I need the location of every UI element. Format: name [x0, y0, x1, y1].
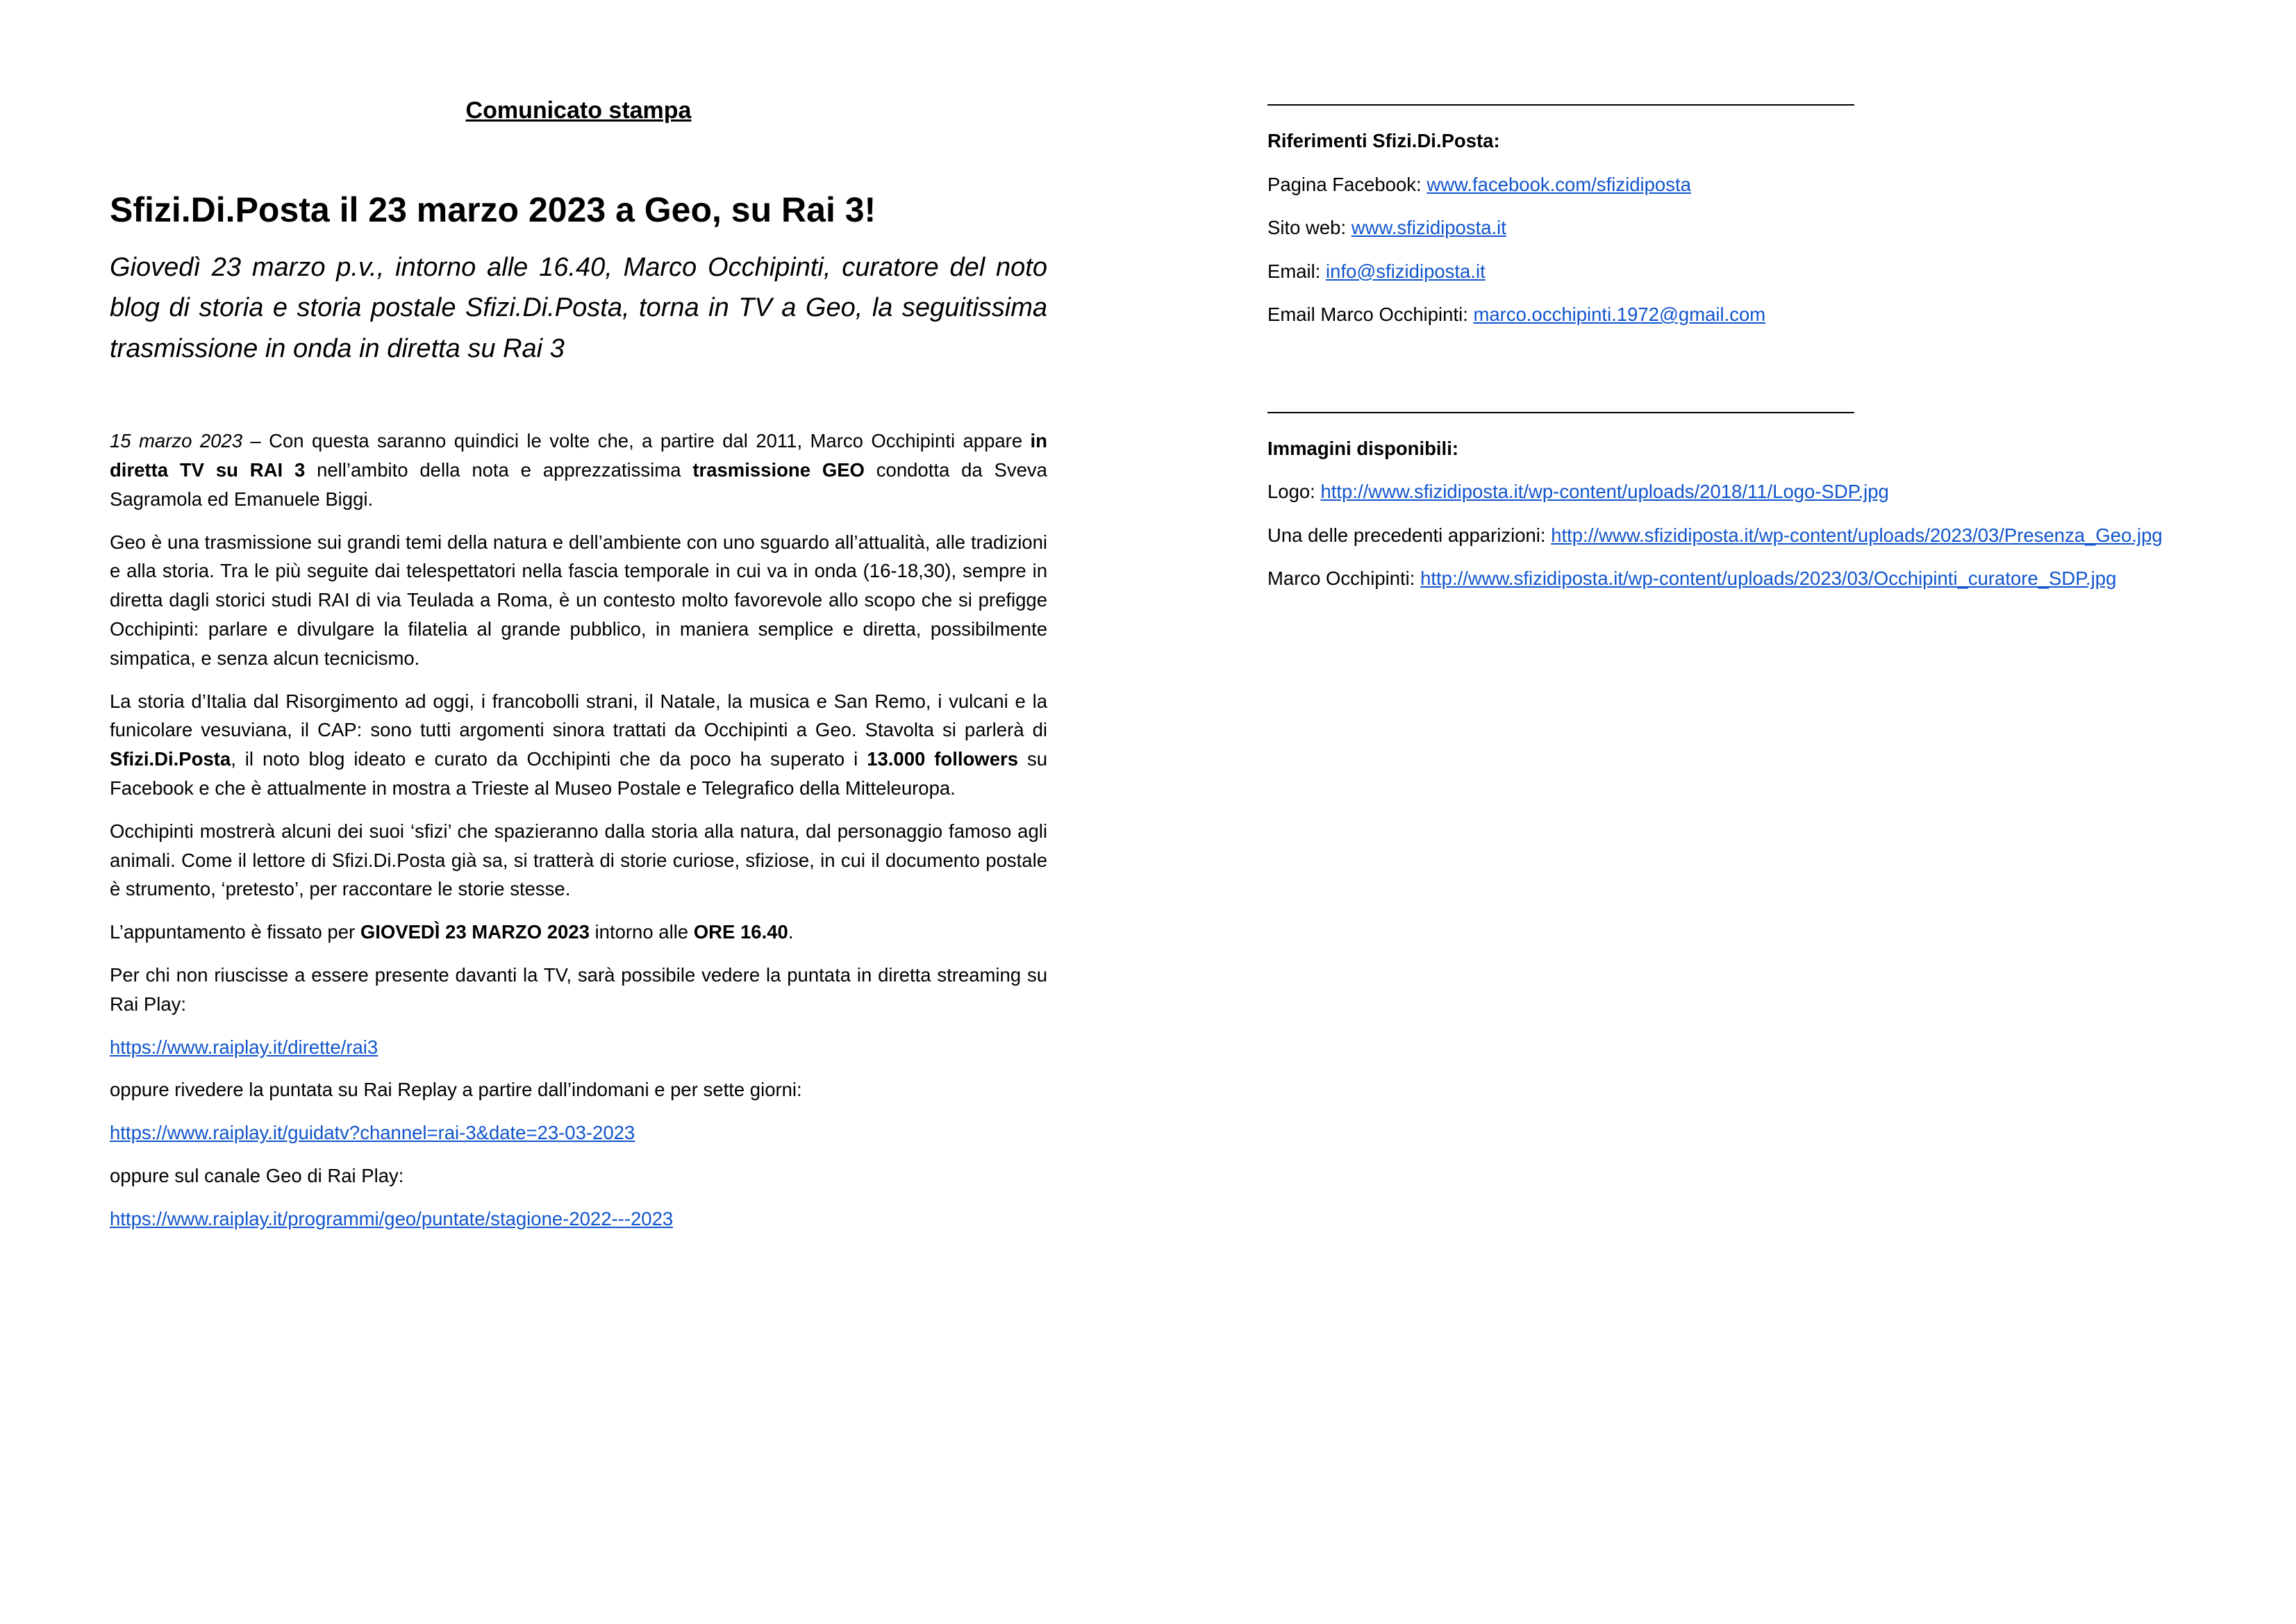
logo-line: Logo: http://www.sfizidiposta.it/wp-content/uploads/2018/11/Logo-SDP.jpg [1267, 481, 1889, 502]
paragraph-replay: oppure rivedere la puntata su Rai Replay a partire dall’indomani e per sette giorni: [110, 1079, 802, 1101]
website-line: Sito web: www.sfizidiposta.it [1267, 217, 1506, 238]
raiplay-guide-link[interactable]: https://www.raiplay.it/guidatv?channel=rai-3&date=23-03-2023 [110, 1122, 635, 1144]
paragraph-streaming: Per chi non riuscisse a essere presente davanti la TV, sarà possibile vedere la puntata in diretta streaming su Rai Play: [110, 963, 1047, 1015]
divider [1267, 412, 1854, 413]
facebook-line: Pagina Facebook: www.facebook.com/sfizidiposta [1267, 173, 1691, 195]
email-occhipinti-line: Email Marco Occhipinti: marco.occhipinti.1972@gmail.com [1267, 304, 1766, 325]
raiplay-live-link[interactable]: https://www.raiplay.it/dirette/rai3 [110, 1036, 378, 1058]
divider [1267, 104, 1854, 106]
references-title: Riferimenti Sfizi.Di.Posta: [1267, 130, 1500, 151]
references-column [1267, 104, 2288, 593]
paragraph-topics: La storia d’Italia dal Risorgimento ad oggi, i francobolli strani, il Natale, la musica e San Remo, i vulcani e la funicolare vesuviana, il CAP: sono tutti argomenti sinora trattati da Occhipinti a Geo. Stavolta si parlerà di Sfizi.Di.Posta, il noto blog ideato e curato da Occhipinti che da poco ha superato i 13.000 followers su Facebook e che è attualmente in mostra a Trieste al Museo Postale e Telegrafico della Mitteleuropa. [110, 690, 1048, 799]
release-date: 15 marzo 2023 [110, 430, 242, 452]
paragraph-intro: 15 marzo 2023 – Con questa saranno quindici le volte che, a partire dal 2011, Marco Occhipinti appare in diretta TV su RAI 3 nell’ambito della nota e apprezzatissima trasmissione GEO condotta da Sveva Sagramola ed Emanuele Biggi. [110, 430, 1047, 510]
body-text [110, 426, 1047, 1233]
paragraph-channel: oppure sul canale Geo di Rai Play: [110, 1164, 404, 1186]
images-title: Immagini disponibili: [1267, 437, 1458, 459]
occhipinti-photo-link[interactable]: http://www.sfizidiposta.it/wp-content/uploads/2023/03/Occhipinti_curatore_SDP.jpg [1420, 567, 2117, 589]
kicker: Comunicato stampa [465, 97, 692, 124]
occhipinti-photo-line: Marco Occhipinti: http://www.sfizidiposta.it/wp-content/uploads/2023/03/Occhipinti_curatore_SDP.jpg [1267, 567, 2117, 589]
previous-appearance-line: Una delle precedenti apparizioni: http://www.sfizidiposta.it/wp-content/uploads/2023/03/Presenza_Geo.jpg [1267, 524, 2163, 546]
press-release-column [110, 97, 1047, 1248]
paragraph-sfizi: Occhipinti mostrerà alcuni dei suoi ‘sfizi’ che spazieranno dalla storia alla natura, dal personaggio famoso agli animali. Come il lettore di Sfizi.Di.Posta già sa, si tratterà di storie curiose, sfiziose, in cui il documento postale è strumento, ‘pretesto’, per raccontare le storie stesse. [110, 820, 1047, 900]
raiplay-geo-link[interactable]: https://www.raiplay.it/programmi/geo/puntate/stagione-2022---2023 [110, 1207, 674, 1229]
email-occhipinti-link[interactable]: marco.occhipinti.1972@gmail.com [1473, 304, 1766, 325]
previous-appearance-link[interactable]: http://www.sfizidiposta.it/wp-content/uploads/2023/03/Presenza_Geo.jpg [1551, 524, 2163, 546]
headline: Sfizi.Di.Posta il 23 marzo 2023 a Geo, su Rai 3! [110, 190, 876, 229]
email-line: Email: info@sfizidiposta.it [1267, 260, 1486, 282]
logo-link[interactable]: http://www.sfizidiposta.it/wp-content/uploads/2018/11/Logo-SDP.jpg [1320, 481, 1889, 502]
email-link[interactable]: info@sfizidiposta.it [1326, 260, 1486, 282]
website-link[interactable]: www.sfizidiposta.it [1351, 217, 1506, 238]
paragraph-appointment: L’appuntamento è fissato per GIOVEDÌ 23 MARZO 2023 intorno alle ORE 16.40. [110, 921, 794, 943]
paragraph-geo: Geo è una trasmissione sui grandi temi della natura e dell’ambiente con uno sguardo all’attualità, alle tradizioni e alla storia. Tra le più seguite dai telespettatori nella fascia temporale in cui va in onda (16-18,30), sempre in diretta dagli storici studi RAI di via Teulada a Roma, è un contesto molto favorevole allo scopo che si prefigge Occhipinti: parlare e divulgare la filatelia al grande pubblico, in maniera semplice e diretta, possibilmente simpatica, e senza alcun tecnicismo. [110, 531, 1047, 669]
facebook-link[interactable]: www.facebook.com/sfizidiposta [1426, 173, 1691, 195]
subtitle: Giovedì 23 marzo p.v., intorno alle 16.40, Marco Occhipinti, curatore del noto blog di storia e storia postale Sfizi.Di.Posta, torna in TV a Geo, la seguitissima trasmissione in onda in diretta su Rai 3 [110, 252, 1047, 364]
